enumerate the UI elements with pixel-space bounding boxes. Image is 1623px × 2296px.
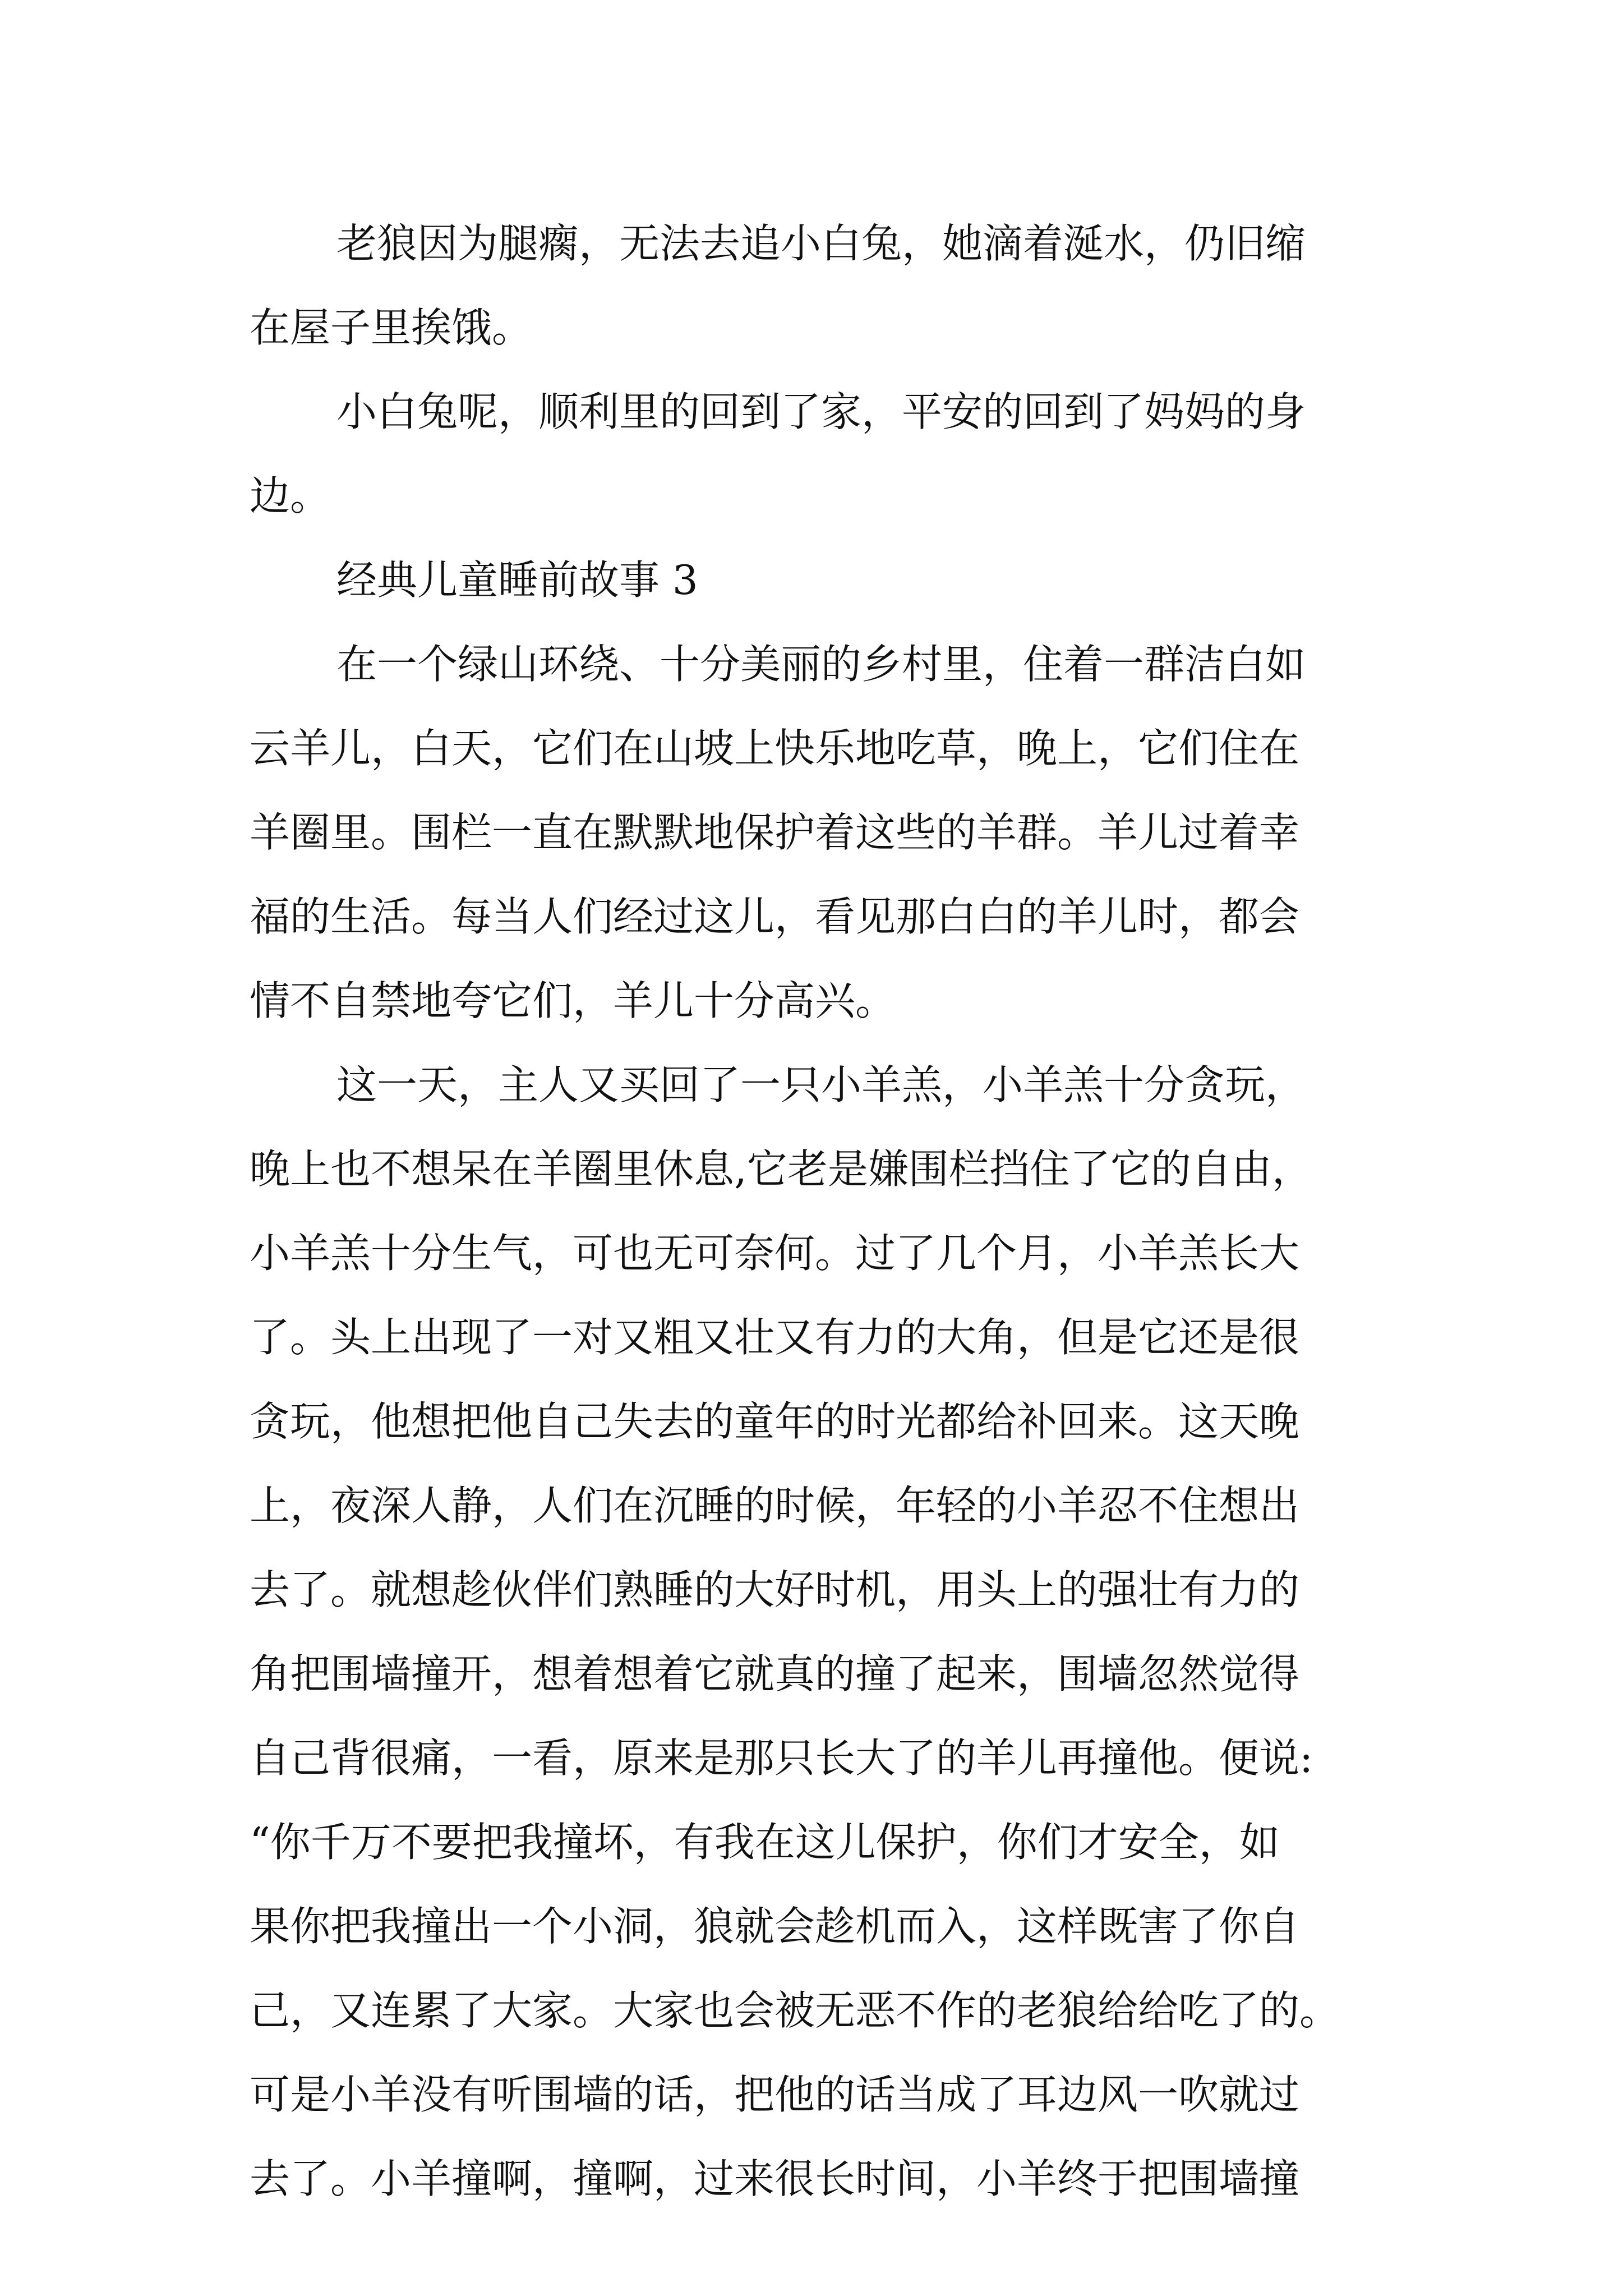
text-line: 可是小羊没有听围墙的话，把他的话当成了耳边风一吹就过 — [250, 2071, 1300, 2118]
text-line: 去了。就想趁伙伴们熟睡的大好时机，用头上的强壮有力的 — [250, 1566, 1300, 1613]
text-line: 自己背很痛，一看，原来是那只长大了的羊儿再撞他。便说: — [250, 1734, 1313, 1782]
text-line: 福的生活。每当人们经过这儿，看见那白白的羊儿时，都会 — [250, 893, 1300, 940]
text-line: 小羊羔十分生气，可也无可奈何。过了几个月，小羊羔长大 — [250, 1230, 1300, 1277]
text-line: 羊圈里。围栏一直在默默地保护着这些的羊群。羊儿过着幸 — [250, 809, 1300, 856]
text-line: 这一天，主人又买回了一只小羊羔，小羊羔十分贪玩， — [336, 1061, 1306, 1108]
text-line: 云羊儿，白天，它们在山坡上快乐地吃草，晚上，它们住在 — [250, 725, 1300, 772]
text-line: 去了。小羊撞啊，撞啊，过来很长时间，小羊终于把围墙撞 — [250, 2155, 1300, 2202]
text-line: 角把围墙撞开，想着想着它就真的撞了起来，围墙忽然觉得 — [250, 1650, 1300, 1697]
text-line: 情不自禁地夸它们，羊儿十分高兴。 — [250, 977, 896, 1024]
text-line: 了。头上出现了一对又粗又壮又有力的大角，但是它还是很 — [250, 1314, 1300, 1361]
text-line: 边。 — [250, 472, 331, 519]
text-line: 果你把我撞出一个小洞，狼就会趁机而入，这样既害了你自 — [250, 1903, 1300, 1950]
text-line: 老狼因为腿瘸，无法去追小白兔，她滴着涎水，仍旧缩 — [336, 220, 1306, 267]
text-line: 在屋子里挨饿。 — [250, 304, 533, 351]
text-line: 上，夜深人静，人们在沉睡的时候，年轻的小羊忍不住想出 — [250, 1482, 1300, 1529]
text-line: 晚上也不想呆在羊圈里休息,它老是嫌围栏挡住了它的自由， — [250, 1145, 1312, 1193]
text-line: 小白兔呢，顺利里的回到了家，平安的回到了妈妈的身 — [336, 388, 1306, 435]
section-heading: 经典儿童睡前故事 3 — [336, 556, 698, 604]
text-line: 己，又连累了大家。大家也会被无恶不作的老狼给给吃了的。 — [250, 1987, 1340, 2034]
text-line: “你千万不要把我撞坏，有我在这儿保护，你们才安全，如 — [250, 1819, 1280, 1866]
text-line: 在一个绿山环绕、十分美丽的乡村里，住着一群洁白如 — [336, 641, 1306, 688]
text-line: 贪玩，他想把他自己失去的童年的时光都给补回来。这天晚 — [250, 1398, 1300, 1445]
